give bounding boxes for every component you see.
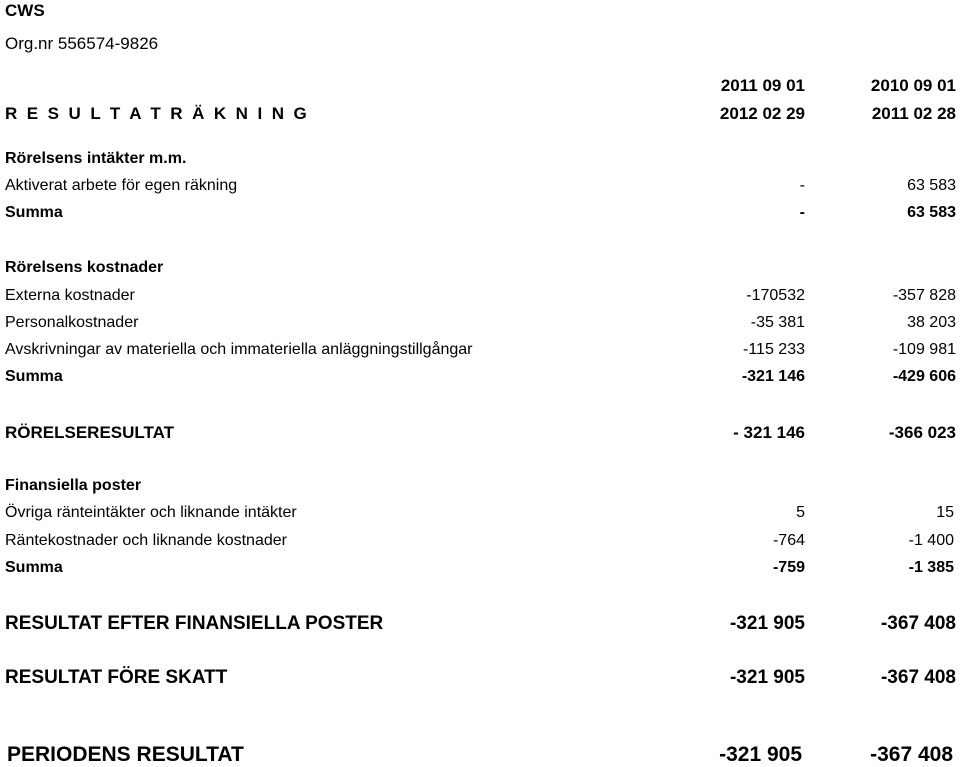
row-label: Avskrivningar av materiella och immateriella anläggningstillgångar	[5, 341, 473, 358]
result-after-financial-previous: -367 408	[880, 613, 956, 634]
sum-label: Summa	[5, 204, 63, 221]
period-previous-end: 2011 02 28	[871, 104, 956, 123]
row-label: Övriga ränteintäkter och liknande intäkter	[5, 504, 297, 521]
row-label: Personalkostnader	[5, 314, 139, 331]
sum-previous-value: -1 385	[908, 559, 954, 576]
sum-previous-value: -429 606	[892, 368, 956, 385]
row-current-value: -170532	[746, 287, 805, 304]
operating-result-label: RÖRELSERESULTAT	[5, 423, 175, 442]
org-number: Org.nr 556574-9826	[5, 34, 159, 53]
row-current-value: -764	[772, 532, 805, 549]
row-previous-value: -357 828	[892, 287, 956, 304]
result-before-tax-current: -321 905	[729, 667, 805, 688]
page-title: R E S U L T A T R Ä K N I N G	[5, 104, 310, 123]
row-current-value: -115 233	[743, 341, 805, 358]
row-previous-value: -109 981	[892, 341, 956, 358]
period-previous-start: 2010 09 01	[870, 76, 956, 95]
period-current-start: 2011 09 01	[720, 76, 805, 95]
result-before-tax-label: RESULTAT FÖRE SKATT	[5, 667, 228, 688]
costs-heading: Rörelsens kostnader	[5, 259, 164, 276]
period-current-end: 2012 02 29	[719, 104, 805, 123]
period-result-current: -321 905	[719, 743, 802, 766]
row-label: Räntekostnader och liknande kostnader	[5, 532, 287, 549]
sum-label: Summa	[5, 368, 63, 385]
revenue-heading: Rörelsens intäkter m.m.	[5, 150, 187, 167]
sum-previous-value: 63 583	[907, 204, 956, 221]
sum-current-value: -321 146	[741, 368, 805, 385]
row-label: Aktiverat arbete för egen räkning	[5, 177, 238, 194]
sum-current-value: -759	[772, 559, 805, 576]
operating-result-current: - 321 146	[733, 423, 805, 442]
period-result-previous: -367 408	[870, 743, 953, 766]
operating-result-previous: -366 023	[888, 423, 956, 442]
row-label: Externa kostnader	[5, 287, 135, 304]
sum-current-value: -	[799, 204, 805, 221]
row-previous-value: 15	[936, 504, 954, 521]
row-current-value: -	[799, 177, 805, 194]
result-before-tax-previous: -367 408	[880, 667, 956, 688]
result-after-financial-current: -321 905	[729, 613, 805, 634]
period-result-label: PERIODENS RESULTAT	[7, 743, 244, 766]
company-name: CWS	[5, 1, 45, 20]
result-after-financial-label: RESULTAT EFTER FINANSIELLA POSTER	[5, 613, 384, 634]
row-current-value: -35 381	[750, 314, 805, 331]
row-previous-value: 63 583	[907, 177, 956, 194]
financial-heading: Finansiella poster	[5, 477, 142, 494]
sum-label: Summa	[5, 559, 63, 576]
row-previous-value: 38 203	[907, 314, 956, 331]
row-current-value: 5	[796, 504, 805, 521]
row-previous-value: -1 400	[908, 532, 954, 549]
